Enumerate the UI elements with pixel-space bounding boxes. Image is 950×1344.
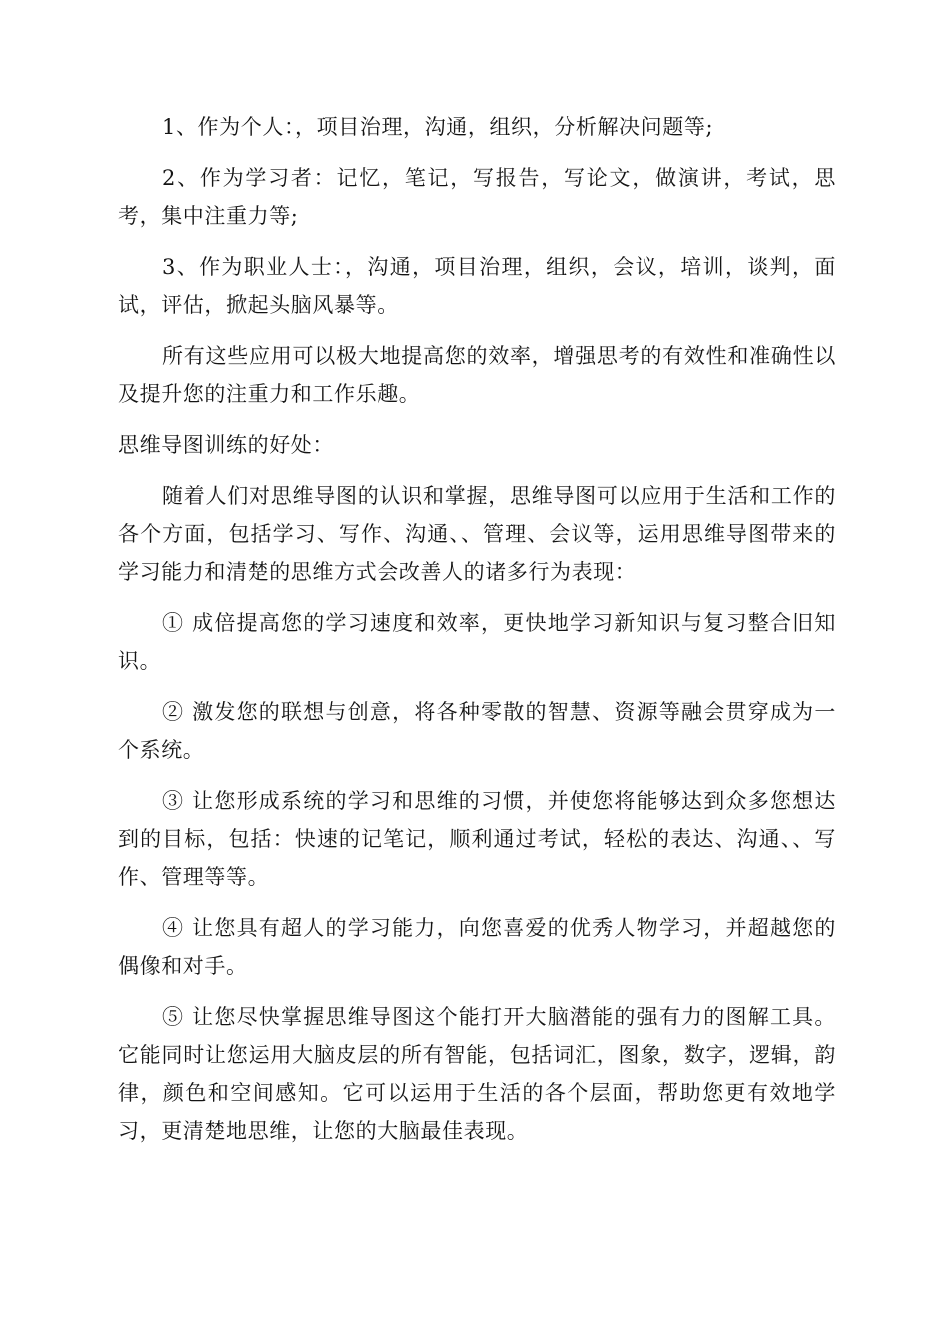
paragraph-role-learner: 2、作为学习者：记忆，笔记，写报告，写论文，做演讲，考试，思考，集中注重力等; — [118, 166, 836, 228]
list-item-benefit-5: ⑤ 让您尽快掌握思维导图这个能打开大脑潜能的强有力的图解工具。它能同时让您运用大脑皮层的所有智能，包括词汇，图象，数字，逻辑，韵律，颜色和空间感知。它可以运用于生活的各个层面，帮助您更有效地学习，更清楚地思维，让您的大脑最佳表现。 — [118, 1005, 836, 1143]
list-item-benefit-4: ④ 让您具有超人的学习能力，向您喜爱的优秀人物学习，并超越您的偶像和对手。 — [118, 916, 836, 978]
list-item-benefit-2: ② 激发您的联想与创意，将各种零散的智慧、资源等融会贯穿成为一个系统。 — [118, 700, 836, 762]
paragraph-role-individual: 1、作为个人：，项目治理，沟通，组织，分析解决问题等; — [162, 115, 714, 139]
paragraph-efficiency-summary: 所有这些应用可以极大地提高您的效率，增强思考的有效性和准确性以及提升您的注重力和工作乐趣。 — [118, 344, 836, 406]
paragraph-role-professional: 3、作为职业人士：，沟通，项目治理，组织，会议，培训，谈判，面试，评估，掀起头脑风暴等。 — [118, 255, 836, 317]
document-body — [118, 108, 836, 1163]
section-heading-benefits: 思维导图训练的好处： — [118, 433, 334, 457]
list-item-benefit-3: ③ 让您形成系统的学习和思维的习惯，并使您将能够达到众多您想达到的目标，包括：快速的记笔记，顺利通过考试，轻松的表达、沟通、、写作、管理等等。 — [118, 789, 836, 889]
paragraph-benefits-intro: 随着人们对思维导图的认识和掌握，思维导图可以应用于生活和工作的各个方面，包括学习、写作、沟通、、管理、会议等，运用思维导图带来的学习能力和清楚的思维方式会改善人的诸多行为表现： — [118, 484, 836, 584]
list-item-benefit-1: ① 成倍提高您的学习速度和效率，更快地学习新知识与复习整合旧知识。 — [118, 611, 836, 673]
